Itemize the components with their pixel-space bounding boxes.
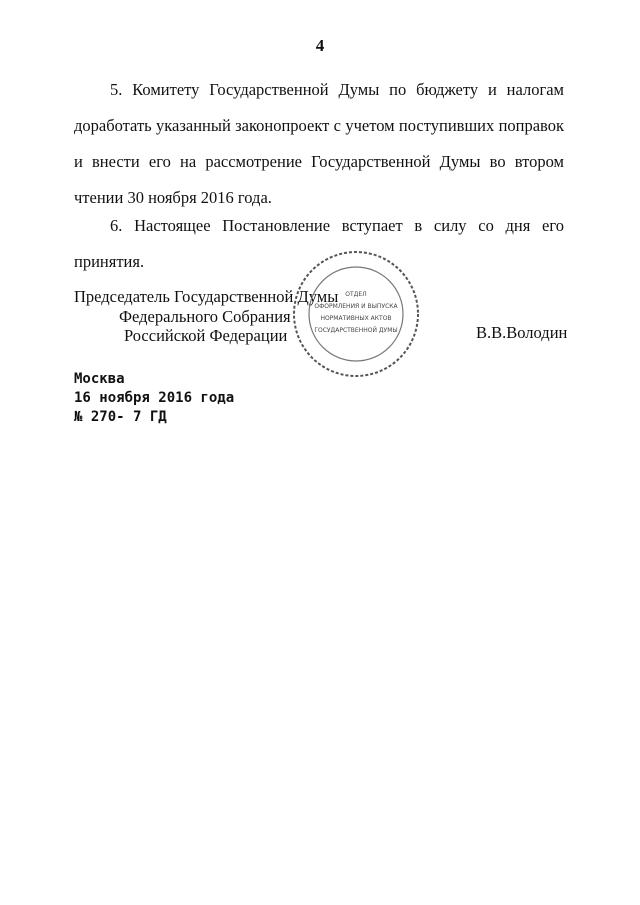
- stamp-line-2: ОФОРМЛЕНИЯ И ВЫПУСКА: [314, 303, 398, 310]
- footer-city: Москва: [74, 371, 125, 387]
- footer-number: № 270- 7 ГД: [74, 409, 167, 425]
- stamp-line-3: НОРМАТИВНЫХ АКТОВ: [320, 315, 392, 322]
- page-number: 4: [315, 36, 325, 55]
- stamp-line-1: ОТДЕЛ: [345, 291, 367, 298]
- official-stamp: [290, 248, 422, 380]
- footer-date: 16 ноября 2016 года: [74, 390, 235, 406]
- paragraph-6: 6. Настоящее Постановление вступает в силу со дня его принятия.: [74, 216, 564, 271]
- signature-title-line-3: Российской Федерации: [124, 326, 288, 345]
- paragraph-5: 5. Комитету Государственной Думы по бюджету и налогам доработать указанный законопроект с учетом поступивших поправок и внести его на рассмотрение Государственной Думы во втором чтении 30 ноября 2016 года.: [74, 80, 564, 207]
- signature-title-line-1: Председатель Государственной Думы: [74, 287, 339, 306]
- signer-name: В.В.Володин: [476, 323, 568, 342]
- stamp-line-4: ГОСУДАРСТВЕННОЙ ДУМЫ: [314, 327, 398, 334]
- signature-title-line-2: Федерального Собрания: [119, 307, 291, 326]
